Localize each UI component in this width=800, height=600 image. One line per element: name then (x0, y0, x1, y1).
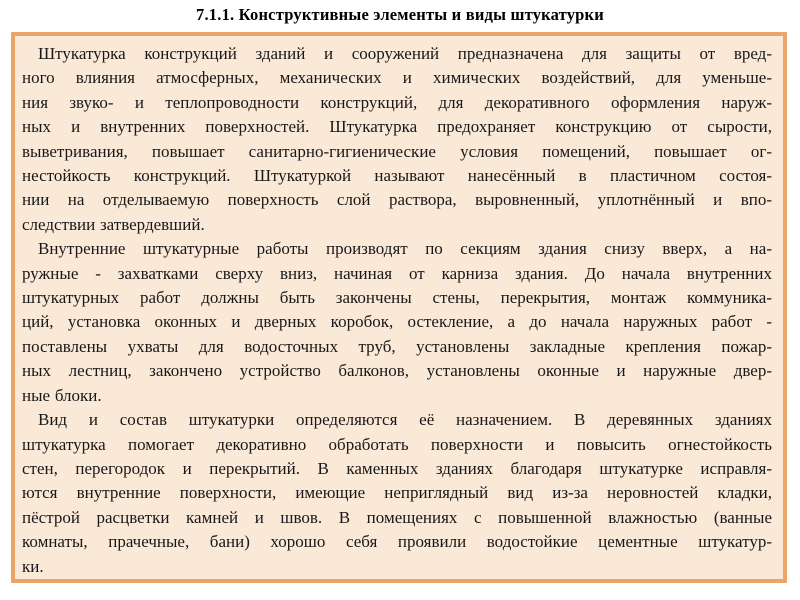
text-line: ных лестниц, закончено устройство балконов, установлены оконные и наружные двер- (22, 361, 772, 381)
text-line: следствии затвердевший. (22, 214, 205, 234)
paragraph (22, 408, 772, 579)
text-line: Штукатурка конструкций зданий и сооружений предназначена для защиты от вред- (38, 44, 772, 63)
text-line: ций, установка оконных и дверных коробок, остекление, а до начала наружных работ - (22, 312, 772, 332)
paragraph (22, 237, 772, 408)
text-line: ных и внутренних поверхностей. Штукатурка предохраняет конструкцию от сырости, (22, 117, 772, 137)
text-line: ния звуко- и теплопроводности конструкций, для декоративного оформления наруж- (22, 92, 772, 112)
text-line: нестойкость конструкций. Штукатуркой называют нанесённый в пластичном состоя- (22, 166, 772, 186)
content-box (11, 32, 787, 583)
text-line: пёстрой расцветки камней и швов. В помещениях с повышенной влажностью (ванные (22, 507, 772, 527)
text-line: выветривания, повышает санитарно-гигиенические условия помещений, повышает ог- (22, 141, 772, 161)
text-line: ные блоки. (22, 385, 102, 405)
paragraph (22, 42, 772, 237)
text-line: комнаты, прачечные, бани) хорошо себя проявили водостойкие цементные штукатур- (22, 532, 772, 552)
text-line: штукатурных работ должны быть закончены стены, перекрытия, монтаж коммуника- (22, 288, 772, 308)
text-line: Внутренние штукатурные работы производят по секциям здания снизу вверх, а на- (38, 239, 772, 259)
text-line: ются внутренние поверхности, имеющие неприглядный вид из-за неровностей кладки, (22, 483, 772, 503)
page-title: 7.1.1. Конструктивные элементы и виды штукатурки (196, 5, 604, 24)
text-line: стен, перегородок и перекрытий. В каменных зданиях благодаря штукатурке исправля- (22, 458, 772, 478)
text-line: нии на отделываемую поверхность слой раствора, выровненный, уплотнённый и впо- (22, 190, 772, 210)
text-line: штукатурка помогает декоративно обработать поверхности и повысить огнестойкость (22, 434, 772, 454)
text-line: ного влияния атмосферных, механических и химических воздействий, для уменьше- (22, 68, 772, 88)
text-line: ружные - захватками сверху вниз, начиная от карниза здания. До начала внутренних (22, 263, 772, 283)
text-line: поставлены ухваты для водосточных труб, установлены закладные крепления пожар- (22, 336, 772, 356)
text-line: ки. (22, 556, 44, 576)
text-line: Вид и состав штукатурки определяются её назначением. В деревянных зданиях (38, 410, 772, 430)
